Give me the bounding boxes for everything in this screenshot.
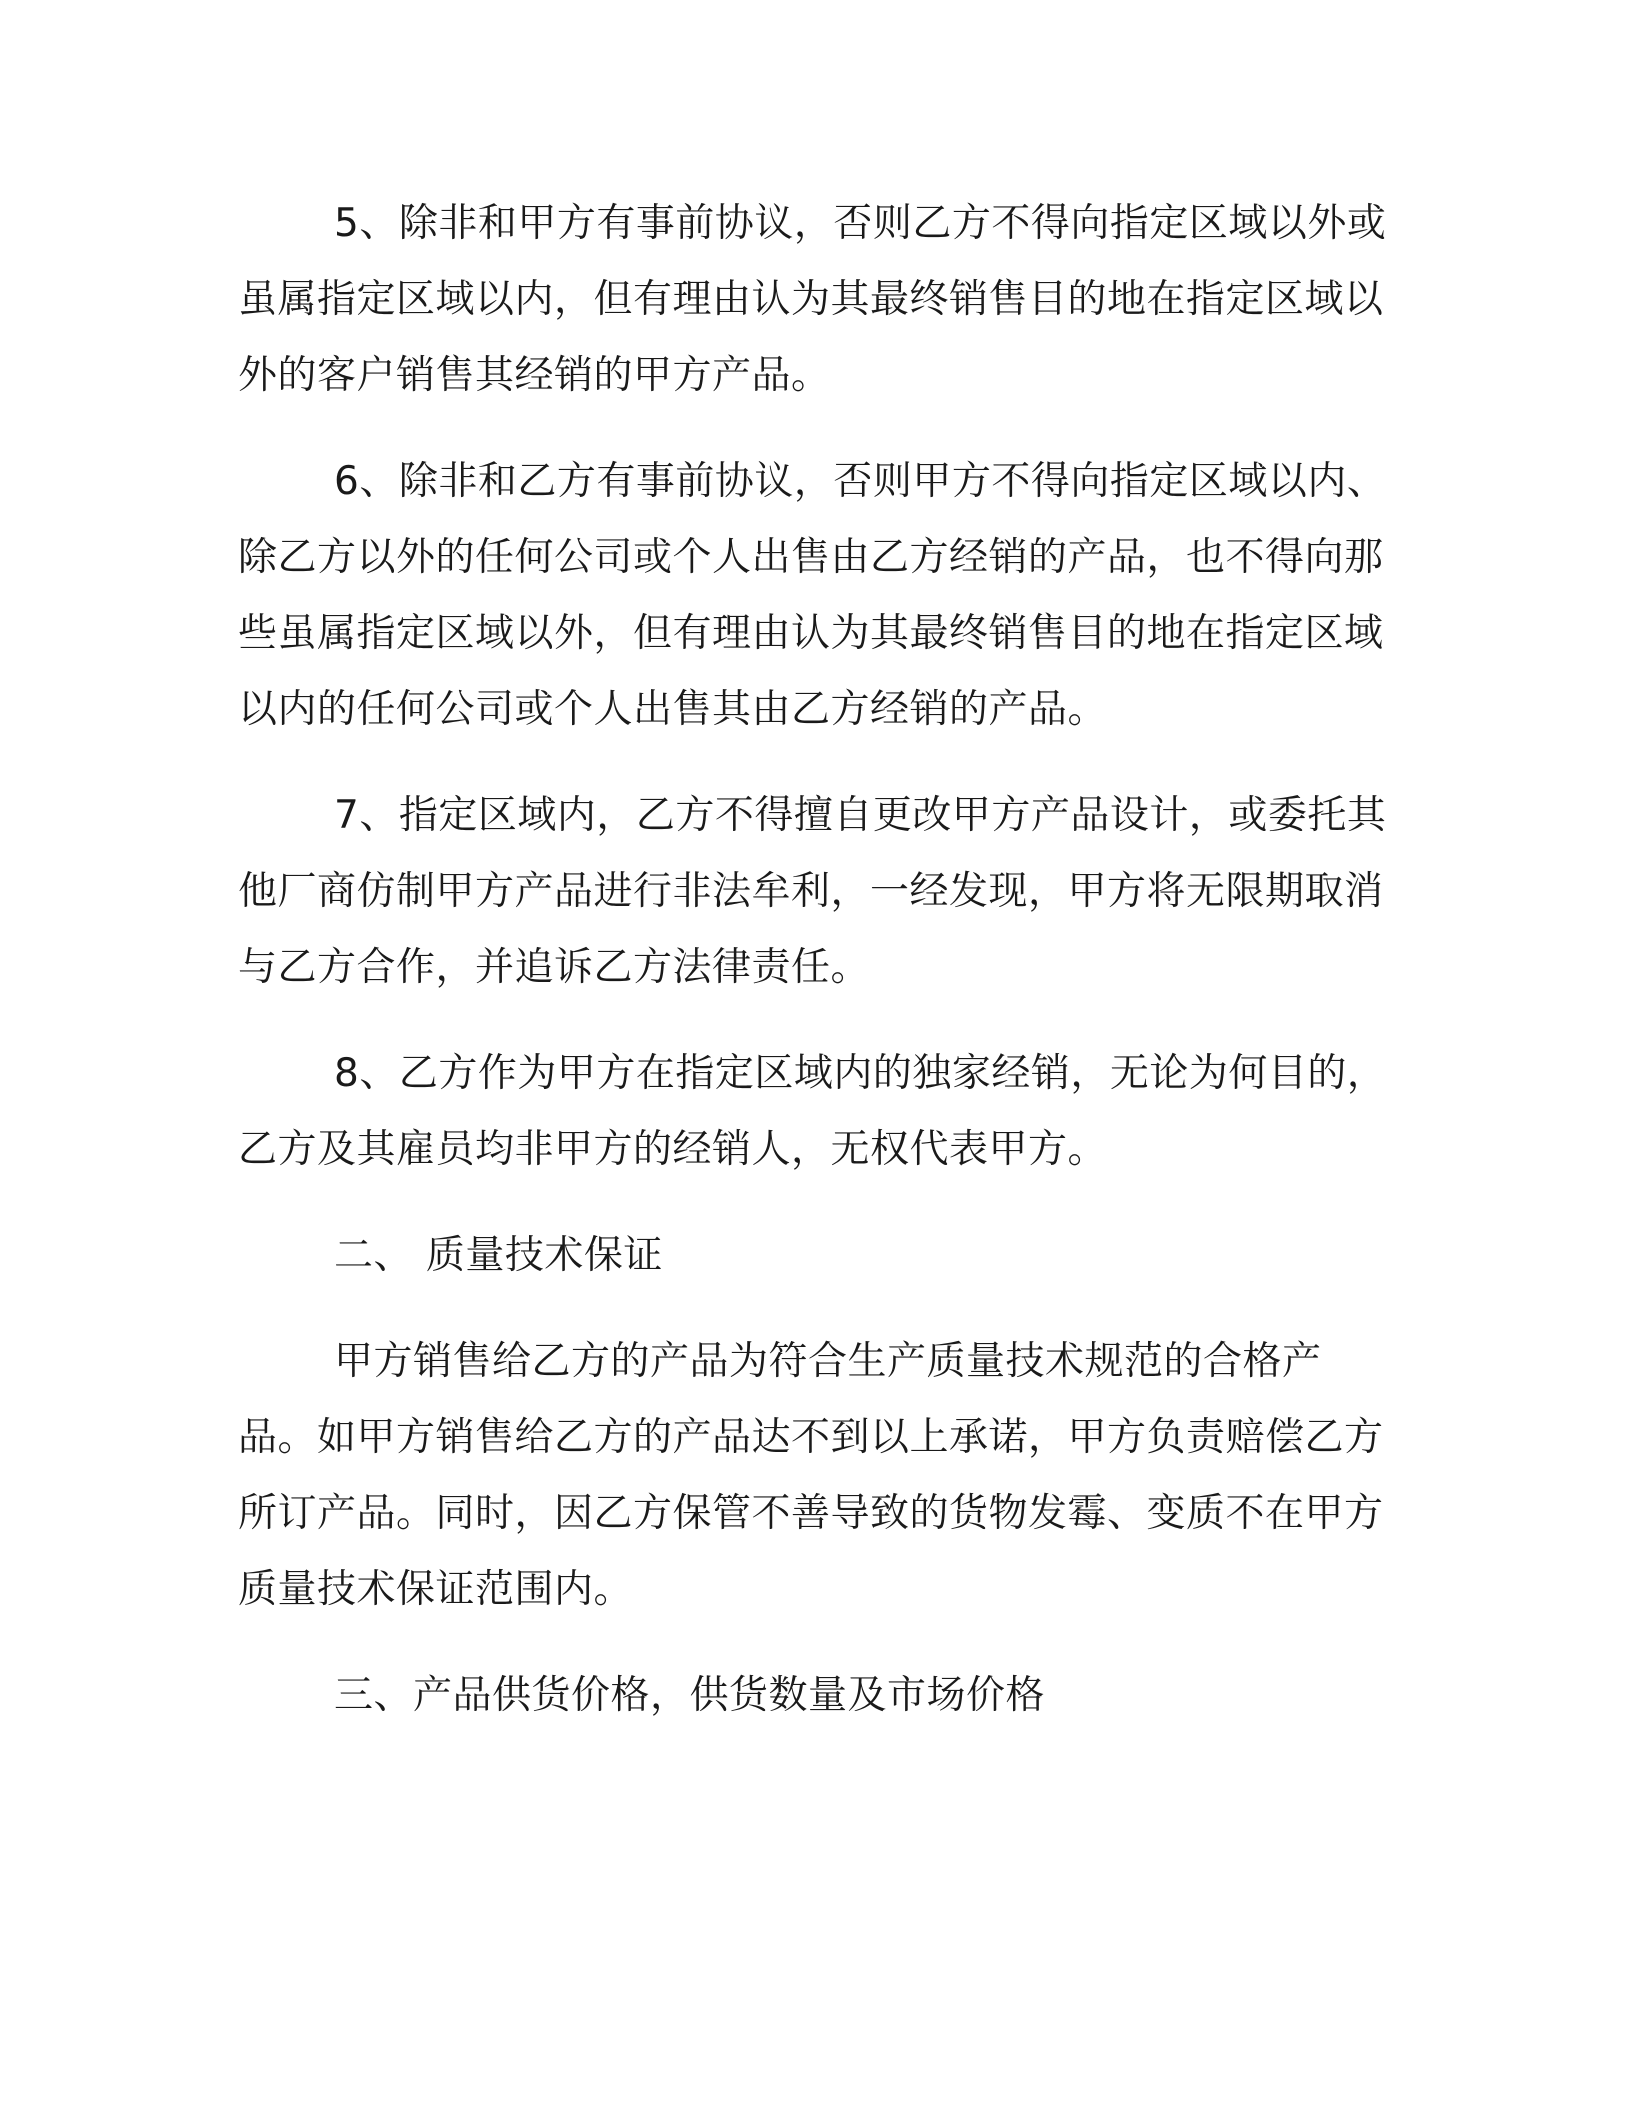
clause-5-paragraph: 5、除非和甲方有事前协议，否则乙方不得向指定区域以外或虽属指定区域以内，但有理由认为其最终销售目的地在指定区域以外的客户销售其经销的甲方产品。: [238, 201, 1387, 398]
section-3-heading: 三、产品供货价格，供货数量及市场价格: [334, 1673, 1046, 1718]
document-body: [238, 186, 1390, 1734]
clause-7-paragraph: 7、指定区域内，乙方不得擅自更改甲方产品设计，或委托其他厂商仿制甲方产品进行非法牟利，一经发现，甲方将无限期取消与乙方合作，并追诉乙方法律责任。: [238, 793, 1387, 990]
clause-8-paragraph: 8、乙方作为甲方在指定区域内的独家经销，无论为何目的，乙方及其雇员均非甲方的经销人，无权代表甲方。: [238, 1051, 1387, 1172]
clause-6-paragraph: 6、除非和乙方有事前协议，否则甲方不得向指定区域以内、除乙方以外的任何公司或个人出售由乙方经销的产品，也不得向那些虽属指定区域以外，但有理由认为其最终销售目的地在指定区域以内的任何公司或个人出售其由乙方经销的产品。: [238, 459, 1387, 732]
section-2-heading: 二、 质量技术保证: [334, 1233, 663, 1278]
section-2-paragraph: 甲方销售给乙方的产品为符合生产质量技术规范的合格产品。如甲方销售给乙方的产品达不到以上承诺，甲方负责赔偿乙方所订产品。同时，因乙方保管不善导致的货物发霉、变质不在甲方质量技术保证范围内。: [238, 1339, 1384, 1612]
